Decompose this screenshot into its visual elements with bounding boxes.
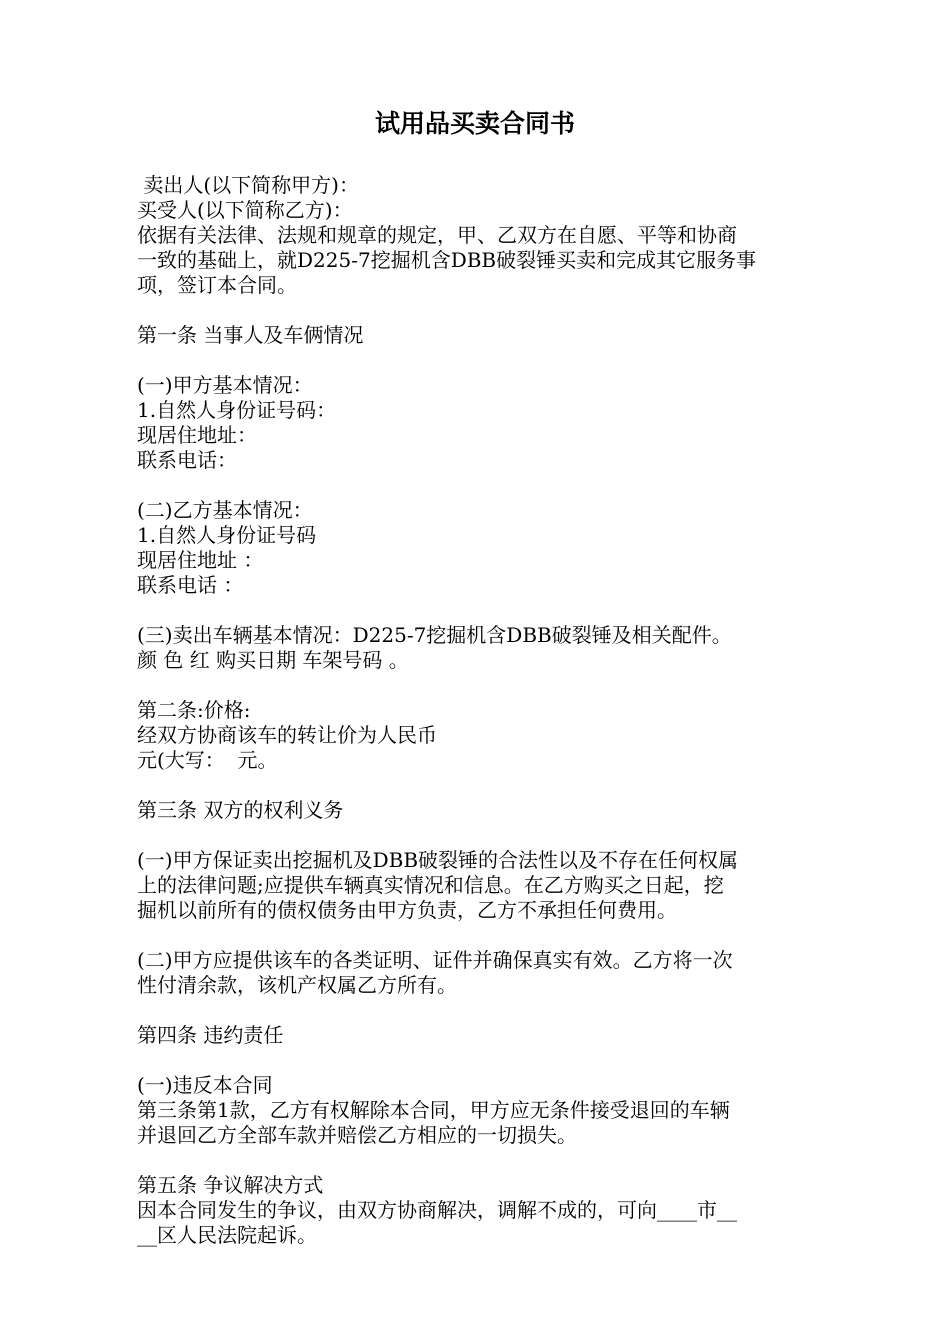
blank-line	[137, 598, 817, 623]
text-line: 第五条 争议解决方式	[137, 1173, 324, 1197]
blank-line	[137, 823, 817, 848]
blank-line	[137, 998, 817, 1023]
document-body	[137, 173, 817, 1248]
blank-line	[137, 298, 817, 323]
blank-line	[137, 773, 817, 798]
blank-line	[137, 1148, 817, 1173]
text-line: 并退回乙方全部车款并赔偿乙方相应的一切损失。	[137, 1123, 577, 1147]
text-line: 买受人(以下简称乙方)：	[137, 198, 353, 222]
text-line: (二)乙方基本情况：	[137, 498, 313, 522]
text-line: (一)甲方保证卖出挖掘机及DBB破裂锤的合法性以及不存在任何权属	[137, 848, 739, 872]
text-line: 第一条 当事人及车俩情况	[137, 323, 364, 347]
text-line: 第三条 双方的权利义务	[137, 798, 344, 822]
text-line: 元(大写： 元。	[137, 748, 278, 772]
text-line: 项，签订本合同。	[137, 273, 297, 297]
text-line: 现居住地址：	[137, 423, 257, 447]
text-line: (一)违反本合同	[137, 1073, 273, 1097]
text-line: 经双方协商该车的转让价为人民币	[137, 723, 437, 747]
text-line: 1.自然人身份证号码	[137, 523, 317, 547]
text-line: 第二条:价格:	[137, 698, 251, 722]
text-line: 现居住地址 ：	[137, 548, 264, 572]
blank-line	[137, 473, 817, 498]
text-line: 1.自然人身份证号码：	[137, 398, 337, 422]
text-line: 依据有关法律、法规和规章的规定，甲、乙双方在自愿、平等和协商	[137, 223, 737, 247]
text-line: 联系电话 ：	[137, 573, 244, 597]
blank-line	[137, 673, 817, 698]
text-line: 因本合同发生的争议，由双方协商解决，调解不成的，可向____市__	[137, 1198, 737, 1222]
blank-line	[137, 923, 817, 948]
text-line: 掘机以前所有的债权债务由甲方负责，乙方不承担任何费用。	[137, 898, 677, 922]
blank-line	[137, 348, 817, 373]
text-line: 第四条 违约责任	[137, 1023, 284, 1047]
text-line: 颜 色 红 购买日期 车架号码 。	[137, 648, 409, 672]
text-line: 上的法律问题;应提供车辆真实情况和信息。在乙方购买之日起，挖	[137, 873, 724, 897]
text-line: 性付清余款，该机产权属乙方所有。	[137, 973, 457, 997]
text-line: 卖出人(以下简称甲方)：	[137, 173, 359, 197]
text-line: 第三条第1款，乙方有权解除本合同，甲方应无条件接受退回的车辆	[137, 1098, 730, 1122]
text-line: (一)甲方基本情况：	[137, 373, 313, 397]
text-line: (二)甲方应提供该车的各类证明、证件并确保真实有效。乙方将一次	[137, 948, 733, 972]
text-line: 一致的基础上，就D225-7挖掘机含DBB破裂锤买卖和完成其它服务事	[137, 248, 757, 272]
text-line: __区人民法院起诉。	[137, 1223, 317, 1247]
text-line: (三)卖出车辆基本情况：D225-7挖掘机含DBB破裂锤及相关配件。	[137, 623, 732, 647]
blank-line	[137, 1048, 817, 1073]
text-line: 联系电话：	[137, 448, 237, 472]
document-title: 试用品买卖合同书	[374, 109, 575, 138]
